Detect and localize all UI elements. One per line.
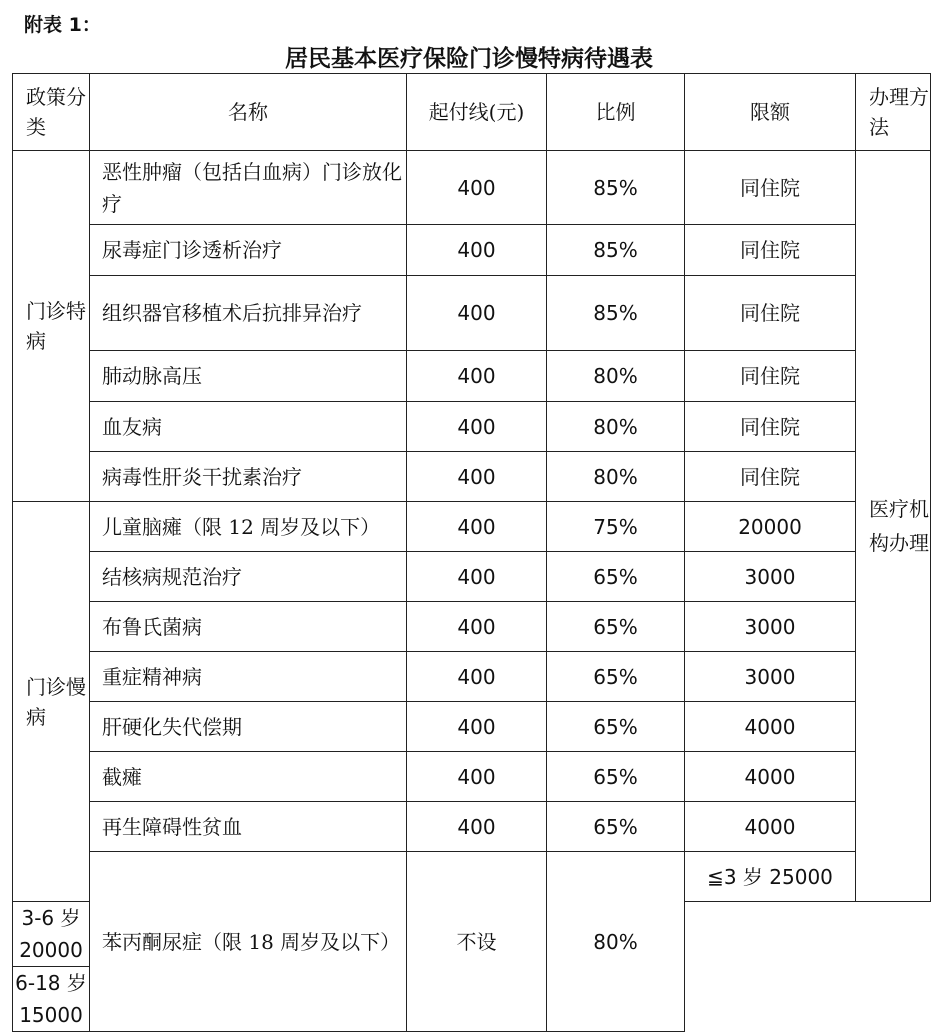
row-name: 布鲁氏菌病 bbox=[90, 602, 407, 652]
table-row bbox=[13, 852, 931, 902]
row-deductible: 400 bbox=[407, 225, 547, 276]
row-name: 截瘫 bbox=[90, 752, 407, 802]
appendix-label: 附表 1： bbox=[24, 14, 101, 36]
row-name: 病毒性肝炎干扰素治疗 bbox=[90, 452, 407, 502]
header-category: 政策分类 bbox=[13, 74, 90, 151]
row-deductible: 400 bbox=[407, 276, 547, 351]
row-deductible: 不设 bbox=[407, 852, 547, 1032]
table-row bbox=[13, 602, 931, 652]
row-limit-age: 6-18 岁 15000 bbox=[13, 967, 90, 1032]
header-deductible: 起付线(元) bbox=[407, 74, 547, 151]
table-row bbox=[13, 752, 931, 802]
row-deductible: 400 bbox=[407, 151, 547, 225]
row-ratio: 65% bbox=[547, 702, 685, 752]
table-row bbox=[13, 802, 931, 852]
row-limit: 3000 bbox=[685, 652, 856, 702]
row-name: 肺动脉高压 bbox=[90, 351, 407, 402]
row-ratio: 80% bbox=[547, 351, 685, 402]
benefits-table bbox=[12, 73, 931, 1032]
row-deductible: 400 bbox=[407, 802, 547, 852]
row-ratio: 65% bbox=[547, 652, 685, 702]
row-limit: 4000 bbox=[685, 702, 856, 752]
row-name: 儿童脑瘫（限 12 周岁及以下） bbox=[90, 502, 407, 552]
row-limit: 同住院 bbox=[685, 225, 856, 276]
header-row bbox=[13, 74, 931, 151]
row-deductible: 400 bbox=[407, 351, 547, 402]
header-method: 办理方法 bbox=[856, 74, 931, 151]
row-ratio: 80% bbox=[547, 852, 685, 1032]
row-name: 肝硬化失代偿期 bbox=[90, 702, 407, 752]
table-row bbox=[13, 225, 931, 276]
table-row bbox=[13, 402, 931, 452]
table-row bbox=[13, 351, 931, 402]
method-cell: 医疗机构办理 bbox=[856, 151, 931, 902]
row-deductible: 400 bbox=[407, 502, 547, 552]
row-name: 再生障碍性贫血 bbox=[90, 802, 407, 852]
row-limit: 同住院 bbox=[685, 452, 856, 502]
row-limit: 4000 bbox=[685, 752, 856, 802]
table-row bbox=[13, 552, 931, 602]
table-title: 居民基本医疗保险门诊慢特病待遇表 bbox=[285, 45, 653, 72]
row-deductible: 400 bbox=[407, 602, 547, 652]
row-name: 恶性肿瘤（包括白血病）门诊放化疗 bbox=[90, 151, 407, 225]
row-limit: 同住院 bbox=[685, 402, 856, 452]
row-ratio: 75% bbox=[547, 502, 685, 552]
header-name: 名称 bbox=[90, 74, 407, 151]
row-ratio: 85% bbox=[547, 151, 685, 225]
row-limit-age: 3-6 岁 20000 bbox=[13, 902, 90, 967]
row-name: 重症精神病 bbox=[90, 652, 407, 702]
row-deductible: 400 bbox=[407, 752, 547, 802]
row-limit-age: ≦3 岁 25000 bbox=[685, 852, 856, 902]
header-limit: 限额 bbox=[685, 74, 856, 151]
row-deductible: 400 bbox=[407, 452, 547, 502]
row-limit: 同住院 bbox=[685, 276, 856, 351]
table-row bbox=[13, 702, 931, 752]
row-limit: 同住院 bbox=[685, 351, 856, 402]
row-deductible: 400 bbox=[407, 652, 547, 702]
row-name: 组织器官移植术后抗排异治疗 bbox=[90, 276, 407, 351]
row-deductible: 400 bbox=[407, 552, 547, 602]
row-limit: 3000 bbox=[685, 602, 856, 652]
table-row bbox=[13, 276, 931, 351]
row-ratio: 65% bbox=[547, 602, 685, 652]
row-limit: 3000 bbox=[685, 552, 856, 602]
row-name: 尿毒症门诊透析治疗 bbox=[90, 225, 407, 276]
row-limit: 4000 bbox=[685, 802, 856, 852]
row-ratio: 80% bbox=[547, 452, 685, 502]
table-row bbox=[13, 502, 931, 552]
table-row bbox=[13, 652, 931, 702]
row-limit: 20000 bbox=[685, 502, 856, 552]
header-ratio: 比例 bbox=[547, 74, 685, 151]
table-row bbox=[13, 452, 931, 502]
category-chronic: 门诊慢病 bbox=[13, 502, 90, 902]
row-deductible: 400 bbox=[407, 402, 547, 452]
row-name: 结核病规范治疗 bbox=[90, 552, 407, 602]
row-name: 苯丙酮尿症（限 18 周岁及以下） bbox=[90, 852, 407, 1032]
row-ratio: 85% bbox=[547, 225, 685, 276]
row-deductible: 400 bbox=[407, 702, 547, 752]
row-limit: 同住院 bbox=[685, 151, 856, 225]
category-special: 门诊特病 bbox=[13, 151, 90, 502]
row-ratio: 65% bbox=[547, 552, 685, 602]
row-ratio: 65% bbox=[547, 752, 685, 802]
row-name: 血友病 bbox=[90, 402, 407, 452]
row-ratio: 80% bbox=[547, 402, 685, 452]
table-row bbox=[13, 151, 931, 225]
row-ratio: 65% bbox=[547, 802, 685, 852]
row-ratio: 85% bbox=[547, 276, 685, 351]
